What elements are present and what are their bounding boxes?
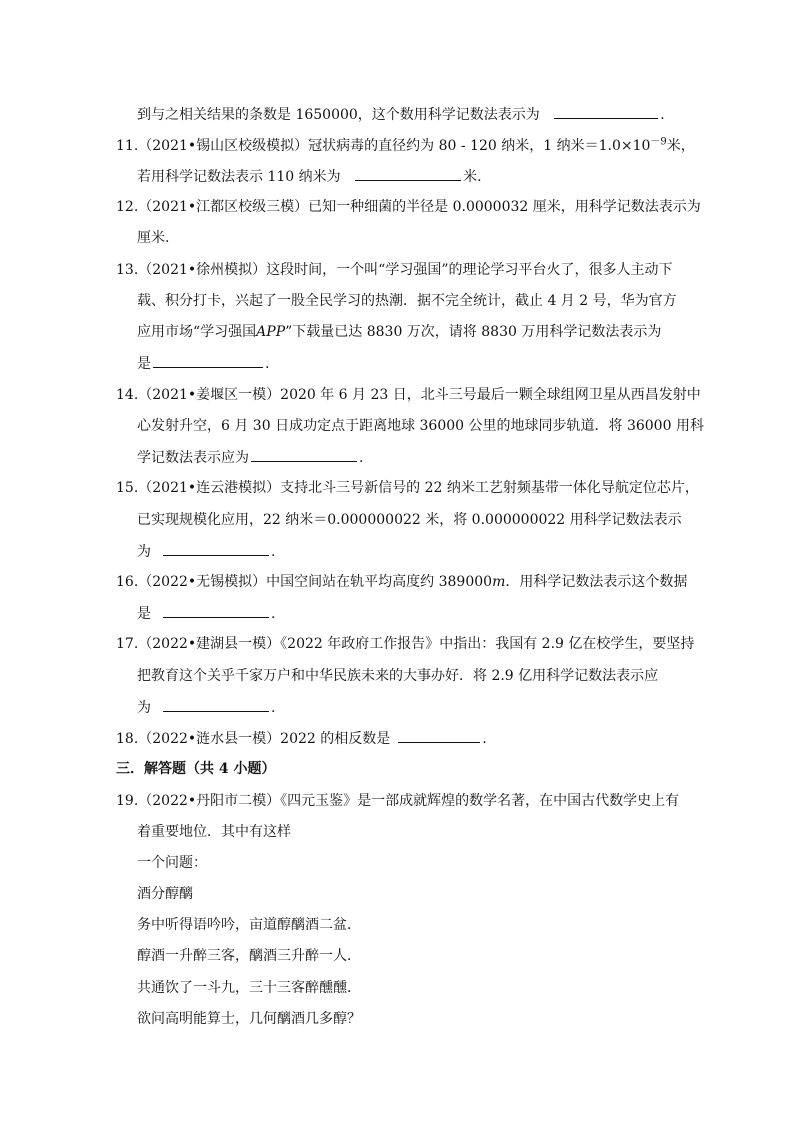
q17-text-3: 为 [137,700,151,716]
q16-unit: m [492,574,506,590]
q18-source: （2022•涟水县一模） [138,731,281,747]
poem-line [137,946,794,966]
q13-answer-blank[interactable] [153,353,263,368]
q19-source: （2022•丹阳市二模） [138,793,281,809]
poem-verse: 欲问高明能算士，几何醨酒几多醇？ [137,1011,361,1027]
q14-text-1: 2020 年 6 月 23 日，北斗三号最后一颗全球组网卫星从西昌发射中 [280,387,701,403]
q11-answer-blank[interactable] [355,166,461,181]
q13-text-3a: 应用市场“学习强国 [137,324,257,340]
q13-line-2 [137,291,794,311]
poem-line [137,978,794,998]
q15-number: 15. [116,480,139,496]
q10-answer-blank[interactable] [554,104,658,119]
q19-text-3: 一个问题： [137,855,207,871]
q13-text-4: 是 [137,356,151,372]
q14-source: （2021•姜堰区一模） [138,387,281,403]
q12-line-1 [116,197,794,217]
q11-text-a: 冠状病毒的直径约为 80 - 120 纳米，1 纳米＝1.0×10 [308,138,651,154]
q14-text-2: 心发射升空，6 月 30 日成功定点于距离地球 36000 公里的地球同步轨道．将 36000 用科 [137,418,704,434]
q19-line-1 [116,791,794,811]
poem-verse: 务中听得语吟吟，亩道醇醨酒二盆． [137,917,361,933]
q16-text-1a: 中国空间站在轨平均高度约 389000 [266,574,493,590]
q14-answer-blank[interactable] [251,447,357,462]
q15-line-2 [137,510,794,530]
section-3-heading [116,759,794,779]
q19-line-2 [137,822,794,842]
poem-title: 酒分醇醨 [137,886,193,902]
q12-number: 12. [116,199,139,215]
section-3-title: 三．解答题（共 4 小题） [116,761,276,777]
q17-answer-blank[interactable] [163,697,269,712]
q14-line-3 [137,447,794,467]
q17-line-2 [137,666,794,686]
q16-text-1b: ．用科学记数法表示这个数据 [505,574,688,590]
q18-period: . [482,731,487,747]
poem-line [137,915,794,935]
q10-text: 到与之相关结果的条数是 1650000，这个数用科学记数法表示为 [137,107,540,123]
q17-source: （2022•建湖县一模） [138,636,281,652]
q12-text: 已知一种细菌的半径是 0.0000032 厘米，用科学记数法表示为 [308,199,701,215]
q11-line-2 [137,166,794,186]
q15-text-3: 为 [137,544,151,560]
q17-line-3 [137,697,794,717]
q18-text: 2022 的相反数是 [280,731,391,747]
q12-unit: 厘米. [137,230,170,246]
poem-line [137,884,794,904]
q12-line-2 [137,228,794,248]
poem-verse: 醇酒一升醉三客，醨酒三升醉一人． [137,948,361,964]
q13-app: APP [256,324,286,340]
q13-line-3 [137,322,794,342]
q19-number: 19. [116,793,139,809]
q15-answer-blank[interactable] [163,541,269,556]
q10-period: . [660,107,665,123]
q11-exponent: －9 [650,136,667,148]
q14-number: 14. [116,387,139,403]
q16-source: （2022•无锡模拟） [138,574,267,590]
q13-text-2: 载、积分打卡，兴起了一股全民学习的热潮．据不完全统计，截止 4 月 2 号，华为官方 [137,293,677,309]
q15-period: . [271,544,276,560]
q17-period: . [271,700,276,716]
q17-text-1: 《2022 年政府工作报告》中指出：我国有 2.9 亿在校学生，要坚持 [280,636,695,652]
q15-text-1: 支持北斗三号新信号的 22 纳米工艺射频基带一体化导航定位芯片， [280,480,699,496]
q13-text-1: 这段时间，一个叫“学习强国”的理论学习平台火了，很多人主动下 [266,262,673,278]
q16-line-2 [137,603,794,623]
q13-line-1 [116,260,794,280]
q14-text-3: 学记数法表示应为 [137,450,249,466]
q11-text-b: 米， [666,138,695,154]
q14-line-1 [116,385,794,405]
q17-number: 17. [116,636,139,652]
q15-line-1 [116,478,794,498]
q16-answer-blank[interactable] [163,603,269,618]
poem-verse: 共通饮了一斗九，三十三客醉醺醺． [137,980,361,996]
q14-period: . [359,450,364,466]
q14-line-2 [137,416,794,436]
q13-text-3b: ”下载量已达 8830 万次，请将 8830 万用科学记数法表示为 [285,324,662,340]
poem-line [137,1009,794,1029]
q19-text-2: 着重要地位．其中有这样 [137,824,291,840]
q16-number: 16. [116,574,139,590]
q19-line-3 [137,853,794,873]
q18-answer-blank[interactable] [398,728,480,743]
q11-text-2: 若用科学记数法表示 110 纳米为 [137,169,341,185]
q15-text-2: 已实现规模化应用，22 纳米＝0.000000022 米，将 0.000000022 用科学记数法表示 [137,512,682,528]
q13-source: （2021•徐州模拟） [138,262,267,278]
q16-period: . [271,606,276,622]
q11-source: （2021•锡山区校级模拟） [138,138,309,154]
q11-number: 11. [116,138,139,154]
q11-unit: 米. [463,169,482,185]
q19-text-1: 《四元玉鉴》是一部成就辉煌的数学名著，在中国古代数学史上有 [280,793,680,809]
q10-line [137,104,794,124]
q15-source: （2021•连云港模拟） [138,480,281,496]
q11-line-1 [116,136,794,156]
q13-period: . [265,356,270,372]
q13-number: 13. [116,262,139,278]
q16-text-2: 是 [137,606,151,622]
q16-line-1 [116,572,794,592]
q12-source: （2021•江都区校级三模） [138,199,309,215]
q18-number: 18. [116,731,139,747]
q13-line-4 [137,353,794,373]
q17-line-1 [116,634,794,654]
q18-line [116,728,794,748]
q17-text-2: 把教育这个关乎千家万户和中华民族未来的大事办好．将 2.9 亿用科学记数法表示应 [137,668,659,684]
q15-line-3 [137,541,794,561]
